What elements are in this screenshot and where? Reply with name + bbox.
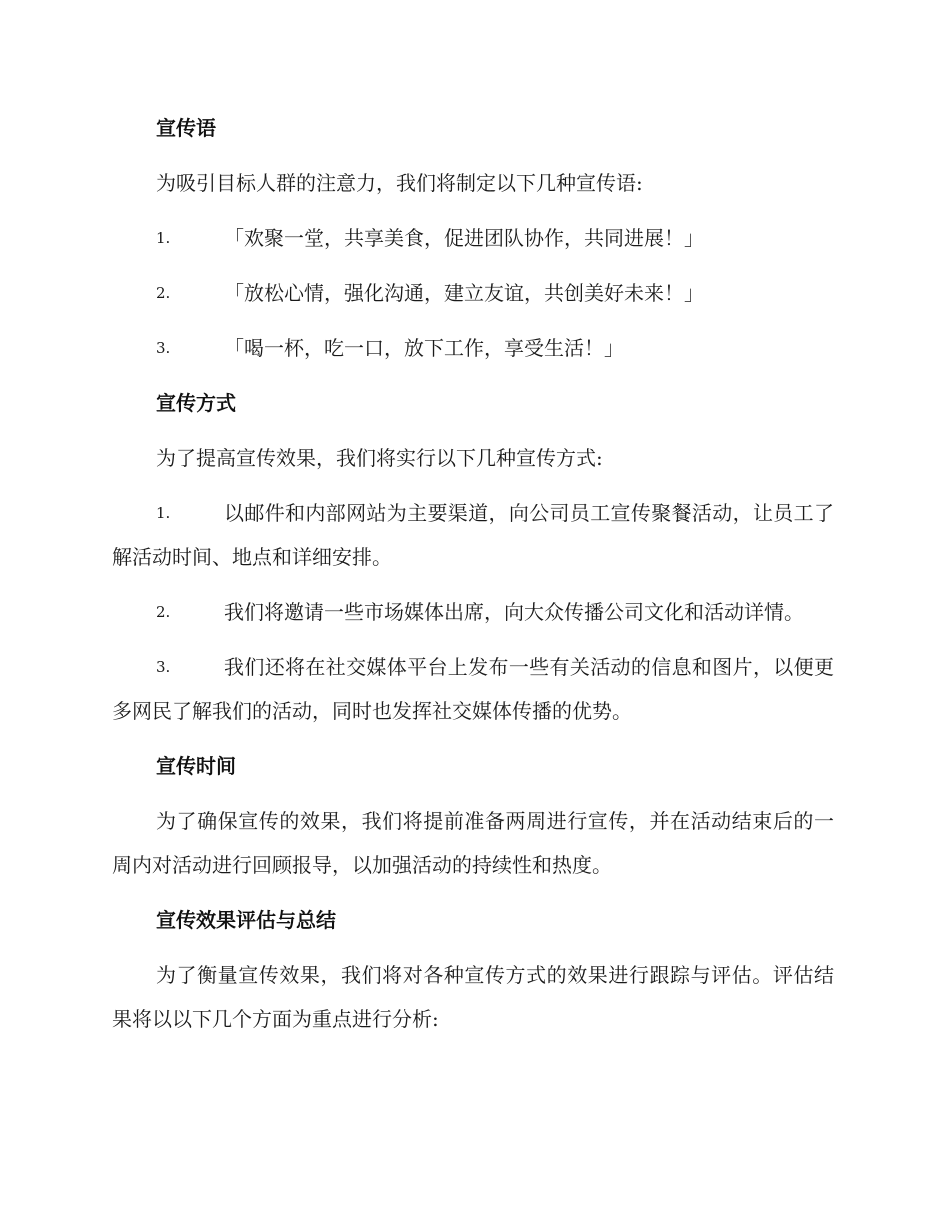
slogan-text: 「欢聚一堂，共享美食，促进团队协作，共同进展！」: [224, 226, 704, 250]
slogan-item: [112, 271, 834, 315]
slogan-text: 「放松心情，强化沟通，建立友谊，共创美好未来！」: [224, 281, 704, 305]
method-item: [112, 645, 834, 733]
list-number: 2.: [156, 603, 171, 621]
method-item: [112, 491, 834, 579]
slogan-item: [112, 216, 834, 260]
method-item: [112, 590, 834, 634]
method-text: 我们还将在社交媒体平台上发布一些有关活动的信息和图片，以便更多网民了解我们的活动，同时也发挥社交媒体传播的优势。: [112, 655, 834, 723]
method-text: 以邮件和内部网站为主要渠道，向公司员工宣传聚餐活动，让员工了解活动时间、地点和详细安排。: [112, 501, 834, 569]
list-number: 1.: [156, 229, 171, 247]
list-number: 3.: [156, 658, 171, 676]
method-intro: 为了提高宣传效果，我们将实行以下几种宣传方式:: [156, 446, 603, 470]
document-body: [112, 106, 834, 1052]
slogan-text: 「喝一杯，吃一口，放下工作，享受生活！」: [224, 336, 624, 360]
method-text: 我们将邀请一些市场媒体出席，向大众传播公司文化和活动详情。: [224, 600, 804, 624]
list-number: 1.: [156, 504, 171, 522]
section-heading-method: 宣传方式: [156, 391, 236, 415]
slogan-item: [112, 326, 834, 370]
evaluation-paragraph: 为了衡量宣传效果，我们将对各种宣传方式的效果进行跟踪与评估。评估结果将以以下几个方面为重点进行分析:: [112, 963, 834, 1031]
list-number: 3.: [156, 339, 171, 357]
section-heading-time: 宣传时间: [156, 754, 236, 778]
list-number: 2.: [156, 284, 171, 302]
slogan-intro: 为吸引目标人群的注意力，我们将制定以下几种宣传语:: [156, 171, 643, 195]
section-heading-slogan: 宣传语: [156, 116, 216, 140]
time-paragraph: 为了确保宣传的效果，我们将提前准备两周进行宣传，并在活动结束后的一周内对活动进行回顾报导，以加强活动的持续性和热度。: [112, 809, 834, 877]
section-heading-evaluation: 宣传效果评估与总结: [156, 908, 336, 932]
